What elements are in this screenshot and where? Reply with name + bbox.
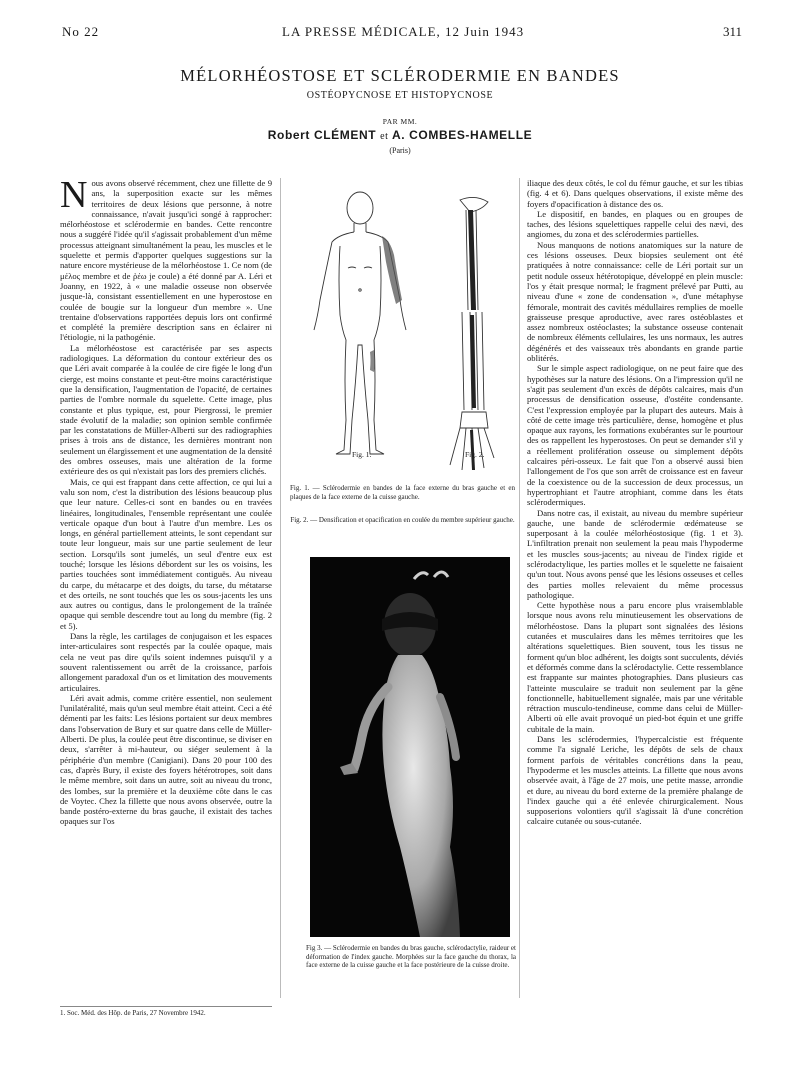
author-location: (Paris) bbox=[389, 146, 411, 155]
author-conjunction: et bbox=[380, 131, 389, 142]
paragraph: Dans les sclérodermies, l'hypercalcistie est fréquente comme l'a signalé Leriche, les dépôts de sels de chaux forment parfois de véritables concrétions dans la peau, l'hypoderme et les muscles atteints. La fillette que nous avons observée avait, à l'âge de 27 mois, une petite masse, arrondie et dure, au niveau du bord externe de la première phalange de l'index gauche qui a été enlevée chirurgicalement. Nous supposerions volontiers qu'il s'agissait là d'une concrétion calcaire cutanée ou sous-cutanée. bbox=[527, 734, 743, 827]
figure-3-caption: Fig 3. — Sclérodermie en bandes du bras gauche, sclérodactylie, raideur et déformation de l'index gauche. Morphées sur la face gauche du thorax, la face externe de la cuisse gauche et la face postérieure de la cuisse droite. bbox=[306, 944, 516, 970]
author-1: Robert CLÉMENT bbox=[267, 128, 377, 142]
paragraph-text: ous avons observé récemment, chez une fillette de 9 ans, la superposition exacte sur les mêmes territoires de deux lésions que personne, à notre connaissance, n'avait jusqu'ici songé à rapprocher: mélorhéostose et sclérodermie en bandes. Cette rencontre nous a suggéré l'idée qu'il s'agissait probablement d'un même processus atteignant simultanément la peau, les muscles et le squelette et permis d'apporter quelques suggestions sur la nature encore mystérieuse de la mélorhéostose 1. Ce nom (de μέλος membre et de ῥέω je coule) a été donné par A. Léri et Joanny, en 1922, à « une maladie osseuse non observée jusque-là, consistant essentiellement en une hyperostose en coulée de bougie sur la longueur d'un membre ». Une trentaine d'observations rapportées depuis lors ont confirmé et complété la première description sans en éclairer ni l'étiologie, ni la pathogénie. bbox=[60, 178, 272, 343]
footnote: 1. Soc. Méd. des Hôp. de Paris, 27 Novembre 1942. bbox=[60, 1006, 272, 1017]
figure-1-caption: Fig. 1. — Sclérodermie en bandes de la face externe du bras gauche et en plaques de la face externe de la cuisse gauche. bbox=[290, 484, 515, 501]
scleroderma-band-marking bbox=[382, 236, 402, 304]
drop-cap: N bbox=[60, 178, 88, 216]
figure-2-caption: Fig. 2. — Densification et opacification en coulée du membre supérieur gauche. bbox=[290, 516, 515, 524]
paragraph: La mélorhéostose est caractérisée par ses aspects radiologiques. La déformation du contour extérieur des os que Léri avait comparée à la coulée de cire figée le long d'un cierge, est moins constante et peut-être moins caractéristique que la densification, l'augmentation de l'opacité, de certaines parties de l'ombre normale du squelette. Cette image, plus constante et plus typique, est, pour Piergrossi, le premier stade évolutif de la maladie; son opinion semble confirmée par les constatations de Müller-Alberti sur des radiographies prises à trois ans de distance, les dernières montrant non seulement un élargissement et une augmentation de la densité des ombres osseuses, mais une altération de la forme extérieure des os qui n'existait pas lors des premiers clichés. bbox=[60, 342, 272, 477]
running-header bbox=[62, 24, 742, 44]
author-2: A. COMBES-HAMELLE bbox=[392, 128, 533, 142]
paragraph: Cette hypothèse nous a paru encore plus vraisemblable lorsque nous avons relu minutieusement les observations de mélorhéostose. Dans la plupart sont signalées des lésions cutanées et musculaires dans les mêmes territoires que les altérations squelettiques. Bien souvent, tous les tissus ne forment qu'un bloc adhérent, les doigts sont succulents, déviés et déformés comme dans la sclérodactylie. Cette ressemblance est frappante sur maintes photographies. Dans plusieurs cas l'atteinte musculaire se traduit non seulement par la gêne fonctionnelle, habituellement signalée, mais par une véritable rétraction musculo-tendineuse, comme dans celui de Müller-Alberti où elle avait provoqué un pied-bot équin et une griffe cubitale de la main. bbox=[527, 600, 743, 734]
by-line-prefix: PAR MM. bbox=[382, 117, 418, 126]
text-column-right bbox=[527, 178, 743, 994]
authors bbox=[0, 128, 800, 142]
paragraph: Mais, ce qui est frappant dans cette affection, ce qui lui a valu son nom, c'est la distribution des lésions beaucoup plus que leur nature. Celles-ci sont en bandes ou en travées linéaires, longitudinales, l'ensemble représentant une coulée verticale opaque d'un bout à l'autre d'un membre. Les os longs, en général partiellement atteints, le sont cependant sur toute leur longueur, mais sur une partie seulement de leur section. Lorsqu'ils sont jumelés, un seul d'entre eux est touché; lorsque les lésions débordent sur les os voisins, les parties touchées sont immédiatement contiguës. Au niveau du carpe, du métacarpe et des doigts, du tarse, du métatarse et des orteils, ne sont touchés que les os sous-jacents les uns aux autres ou contigus, dans le prolongement de la traînée opaque qui semble descendre tout au long du membre (fig. 2 et 5). bbox=[60, 476, 272, 631]
paragraph: Dans la règle, les cartilages de conjugaison et les espaces inter-articulaires sont respectés par la coulée opaque, mais cela ne veut pas dire qu'ils soient indemnes puisqu'il y a souvent ralentissement ou arrêt de la croissance, parfois allongement paradoxal d'un os et limitation des mouvements articulaires. bbox=[60, 631, 272, 693]
article-title: MÉLORHÉOSTOSE ET SCLÉRODERMIE EN BANDES bbox=[180, 66, 620, 85]
journal-title: LA PRESSE MÉDICALE, 12 Juin 1943 bbox=[282, 24, 525, 39]
paragraph: iliaque des deux côtés, le col du fémur gauche, et sur les tibias (fig. 4 et 6). Dans quelques observations, il existe même des foyers d'opacification à distance des os. bbox=[527, 178, 743, 209]
paragraph: Léri avait admis, comme critère essentiel, non seulement l'unilatéralité, mais qu'un seul membre était atteint. Ceci a été démenti par les faits: Les lésions portaient sur deux membres dans l'observation de Bury et sur quatre dans celle de Müller-Alberti. De plus, la coulée peut être discontinue, se diviser en deux, s'arrêter à mi-hauteur, ou siéger seulement à la périphérie d'un membre (Canigiani). Dans 20 pour 100 des cas, d'après Bury, il existe des foyers hétérotropes, soit dans le même membre, soit dans un autre, soit au niveau du tronc, des lombes, sur la première et la deuxième côte dans le cas de Voytec. Chez la fillette que nous avons observée, outre la bande postéro-externe du bras gauche, il existait des taches opaques sur l'os bbox=[60, 692, 272, 827]
thigh-plaque-marking bbox=[370, 350, 375, 372]
paragraph-intro bbox=[60, 178, 272, 343]
column-rule-left bbox=[280, 178, 281, 998]
figure-3-image bbox=[310, 557, 510, 937]
figures-1-2 bbox=[290, 180, 515, 472]
paragraph: Nous manquons de notions anatomiques sur la nature de ces lésions osseuses. Deux biopsies seulement ont été pratiquées à notre connaissance: celle de Léri portait sur un petit nodule osseux hétérotopique, développé en plein muscle: l'os y était presque normal; le fragment prélevé par Putti, au niveau d'une « zone de condensation », d'une métaphyse fémorale, montrait des cavités médullaires remplies de moelle graisseuse presque aproductive, avec rares ostéoblastes et assez nombreux ostéoclastes; la substance osseuse contenait de nombreux éléments cellulaires, les uns normaux, les autres dégénérés et des vaisseaux très abondants en grande partie oblitérés. bbox=[527, 239, 743, 364]
humerus-opacification bbox=[468, 210, 476, 310]
paragraph: Sur le simple aspect radiologique, on ne peut faire que des hypothèses sur la nature des lésions. On a l'impression qu'il ne s'agit pas seulement d'un excès de dépôts calcaires, mais d'un processus de densification osseuse, d'ostéite condensante. C'est l'expression employée par la plupart des auteurs. Mais à côté de cette image très particulière, dense, homogène et plus opaque aux rayons, les formations exubérantes sur le pourtour des os rappellent les hyperostoses. On peut se demander s'il y a réellement prolifération osseuse ou simplement dépôts calcaires péri-osseux. Le fait que l'on a observé aussi bien l'allongement de l'os que son arrêt de croissance est en faveur de la coexistence ou de la succession de deux processus, un hypertrophiant et l'autre atrophiant, comme dans les états sclérodermiques. bbox=[527, 363, 743, 508]
paragraph: Le dispositif, en bandes, en plaques ou en groupes de taches, des lésions squelettiques rappelle celui des nævi, des angiomes, du zona et des sclérodermies partielles. bbox=[527, 208, 743, 240]
figure-1-label: Fig. 1. bbox=[352, 450, 372, 459]
page-number: 311 bbox=[722, 24, 742, 39]
paragraph: Dans notre cas, il existait, au niveau du membre supérieur gauche, une bande de sclérodermie œdémateuse se superposant à la coulée mélorhéostosique (fig. 1 et 3). L'infiltration prenait non seulement la peau mais l'hypoderme et les muscles sous-jacents; au niveau de l'index rigide et sclérodactylique, les parties molles et le squelette ne faisaient qu'un tout. Nous avons pensé que les lésions osseuses et celles des parties molles relevaient du même processus pathologique. bbox=[527, 507, 743, 600]
text-column-left bbox=[60, 178, 272, 1006]
issue-number: No 22 bbox=[62, 24, 100, 39]
figure-3-photograph bbox=[310, 557, 510, 937]
figure-2-label: Fig. 2. bbox=[465, 450, 485, 459]
figure-1-body-drawing bbox=[290, 180, 515, 472]
article-subtitle: OSTÉOPYCNOSE ET HISTOPYCNOSE bbox=[306, 90, 494, 101]
column-rule-right bbox=[519, 178, 520, 998]
